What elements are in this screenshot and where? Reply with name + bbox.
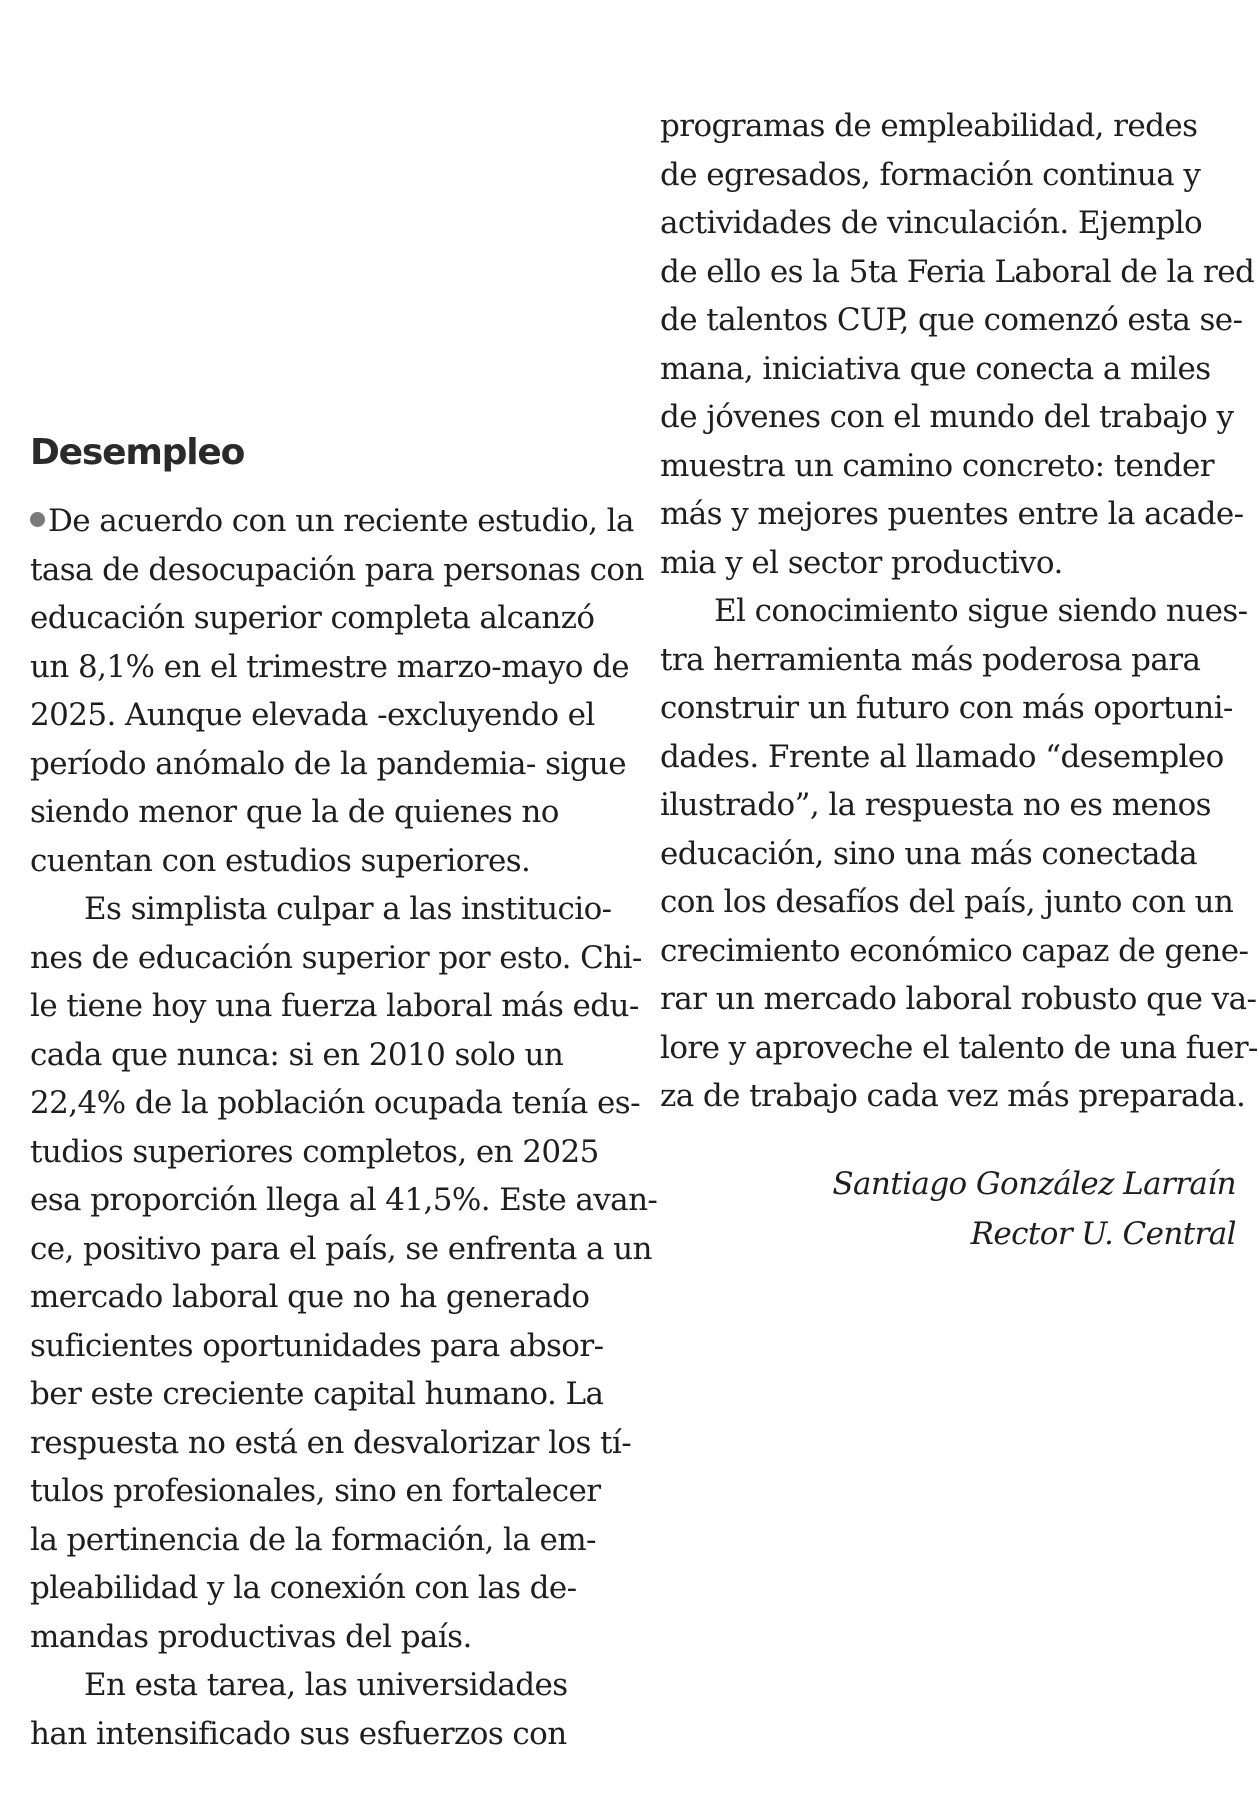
text-line-content: nes de educación superior por esto. Chi- <box>30 939 642 976</box>
text-line <box>660 927 1249 976</box>
text-line <box>30 788 605 837</box>
text-line <box>30 1419 632 1468</box>
text-line <box>30 1225 652 1274</box>
text-line-content: siendo menor que la de quienes no <box>30 794 559 831</box>
text-line-content: lore y aproveche el talento de una fuer- <box>660 1029 1258 1066</box>
text-line-content: Es simplista culpar a las institucio- <box>84 891 612 928</box>
column-spacer <box>30 432 605 497</box>
text-line-content: tra herramienta más poderosa para <box>660 641 1201 678</box>
text-line <box>660 1024 1258 1073</box>
text-line <box>660 539 1235 588</box>
text-line <box>30 740 627 789</box>
text-line <box>30 1322 605 1371</box>
text-line <box>660 878 1235 927</box>
text-line <box>30 1613 605 1662</box>
text-line <box>30 1031 605 1080</box>
text-line-content: crecimiento económico capaz de gene- <box>660 932 1249 969</box>
text-line-content: cada que nunca: si en 2010 solo un <box>30 1036 564 1073</box>
text-line <box>660 636 1235 685</box>
text-line-content: la pertinencia de la formación, la em- <box>30 1521 596 1558</box>
right-column <box>660 102 1258 1121</box>
text-line-content: mercado laboral que no ha generado <box>30 1279 590 1316</box>
text-line-content: construir un futuro con más oportuni- <box>660 690 1233 726</box>
text-line <box>660 587 1248 636</box>
text-line <box>660 442 1235 491</box>
text-line <box>30 1564 605 1613</box>
text-line <box>660 975 1257 1024</box>
text-line <box>660 781 1235 830</box>
text-line-content: ce, positivo para el país, se enfrenta a un <box>30 1230 652 1267</box>
text-line-content: esa proporción llega al 41,5%. Este avan- <box>30 1182 658 1219</box>
text-line <box>30 837 605 886</box>
text-line-content: mia y el sector productivo. <box>660 544 1063 581</box>
text-line-content: de egresados, formación continua y <box>660 156 1201 193</box>
text-line-content: 2025. Aunque elevada -excluyendo el <box>30 697 595 734</box>
text-line-content: 22,4% de la población ocupada tenía es- <box>30 1085 640 1122</box>
text-line <box>660 151 1235 200</box>
text-line <box>660 684 1235 733</box>
text-line <box>660 199 1235 248</box>
text-line <box>30 1273 605 1322</box>
text-line-content: El conocimiento sigue siendo nues- <box>714 593 1248 629</box>
text-line-content: de ello es la 5ta Feria Laboral de la red <box>660 253 1255 290</box>
text-line <box>30 1128 605 1177</box>
bullet-icon <box>30 512 45 527</box>
text-line <box>660 102 1235 151</box>
text-line <box>30 546 644 595</box>
text-line-content: tudios superiores completos, en 2025 <box>30 1133 599 1170</box>
text-line <box>660 830 1235 879</box>
text-line <box>660 248 1255 297</box>
text-line-content: de talentos CUP, que comenzó esta se- <box>660 302 1243 338</box>
text-line <box>30 1661 605 1710</box>
text-line <box>660 296 1243 345</box>
author-name: Santiago González Larraín <box>832 1166 1236 1202</box>
text-line-content: mandas productivas del país. <box>30 1618 472 1655</box>
text-line-content: dades. Frente al llamado “desempleo <box>660 738 1224 775</box>
text-line <box>30 1079 640 1128</box>
section-heading: Desempleo <box>30 432 245 473</box>
text-line <box>30 982 639 1031</box>
text-line-content: respuesta no está en desvalorizar los tí- <box>30 1424 632 1461</box>
text-line-content: actividades de vinculación. Ejemplo <box>660 205 1203 241</box>
text-line <box>30 497 634 546</box>
text-line-content: rar un mercado laboral robusto que va- <box>660 981 1257 1017</box>
text-line <box>30 1467 605 1516</box>
text-line-content: educación, sino una más conectada <box>660 835 1197 872</box>
text-line-content: za de trabajo cada vez más preparada. <box>660 1078 1246 1114</box>
text-line-content: pleabilidad y la conexión con las de- <box>30 1570 577 1607</box>
text-line-content: con los desafíos del país, junto con un <box>660 884 1234 920</box>
text-line-content: mana, iniciativa que conecta a miles <box>660 350 1211 387</box>
text-line-content: de jóvenes con el mundo del trabajo y <box>660 399 1234 435</box>
text-line-content: ber este creciente capital humano. La <box>30 1376 604 1413</box>
text-line-content: han intensificado sus esfuerzos con <box>30 1715 567 1752</box>
text-line-content: más y mejores puentes entre la acade- <box>660 496 1244 532</box>
text-line-content: muestra un camino concreto: tender <box>660 447 1214 484</box>
text-line <box>30 594 605 643</box>
text-line-content: suficientes oportunidades para absor- <box>30 1327 604 1364</box>
text-line-content: le tiene hoy una fuerza laboral más edu- <box>30 988 639 1025</box>
text-line-content: programas de empleabilidad, redes <box>660 108 1198 144</box>
text-line <box>30 885 612 934</box>
text-line <box>30 934 642 983</box>
text-line <box>30 1516 605 1565</box>
text-line <box>30 1710 605 1759</box>
text-line-content: ilustrado”, la respuesta no es menos <box>660 787 1211 823</box>
left-column <box>30 432 658 1758</box>
text-line <box>30 1370 605 1419</box>
text-line <box>660 345 1235 394</box>
text-line-content: período anómalo de la pandemia- sigue <box>30 745 627 782</box>
author-role: Rector U. Central <box>970 1216 1236 1252</box>
text-line-content: un 8,1% en el trimestre marzo-mayo de <box>30 648 630 685</box>
text-line <box>660 393 1235 442</box>
text-line <box>30 1176 658 1225</box>
text-line <box>660 1072 1246 1121</box>
text-line <box>30 691 605 740</box>
text-line <box>660 733 1235 782</box>
text-line <box>30 643 630 692</box>
text-line-content: tulos profesionales, sino en fortalecer <box>30 1473 601 1510</box>
text-line-content: educación superior completa alcanzó <box>30 600 595 637</box>
text-line-content: cuentan con estudios superiores. <box>30 842 531 879</box>
text-line-content: tasa de desocupación para personas con <box>30 551 644 588</box>
text-line-content: En esta tarea, las universidades <box>84 1667 568 1704</box>
text-line-content: De acuerdo con un reciente estudio, la <box>48 503 634 540</box>
text-line <box>660 490 1244 539</box>
